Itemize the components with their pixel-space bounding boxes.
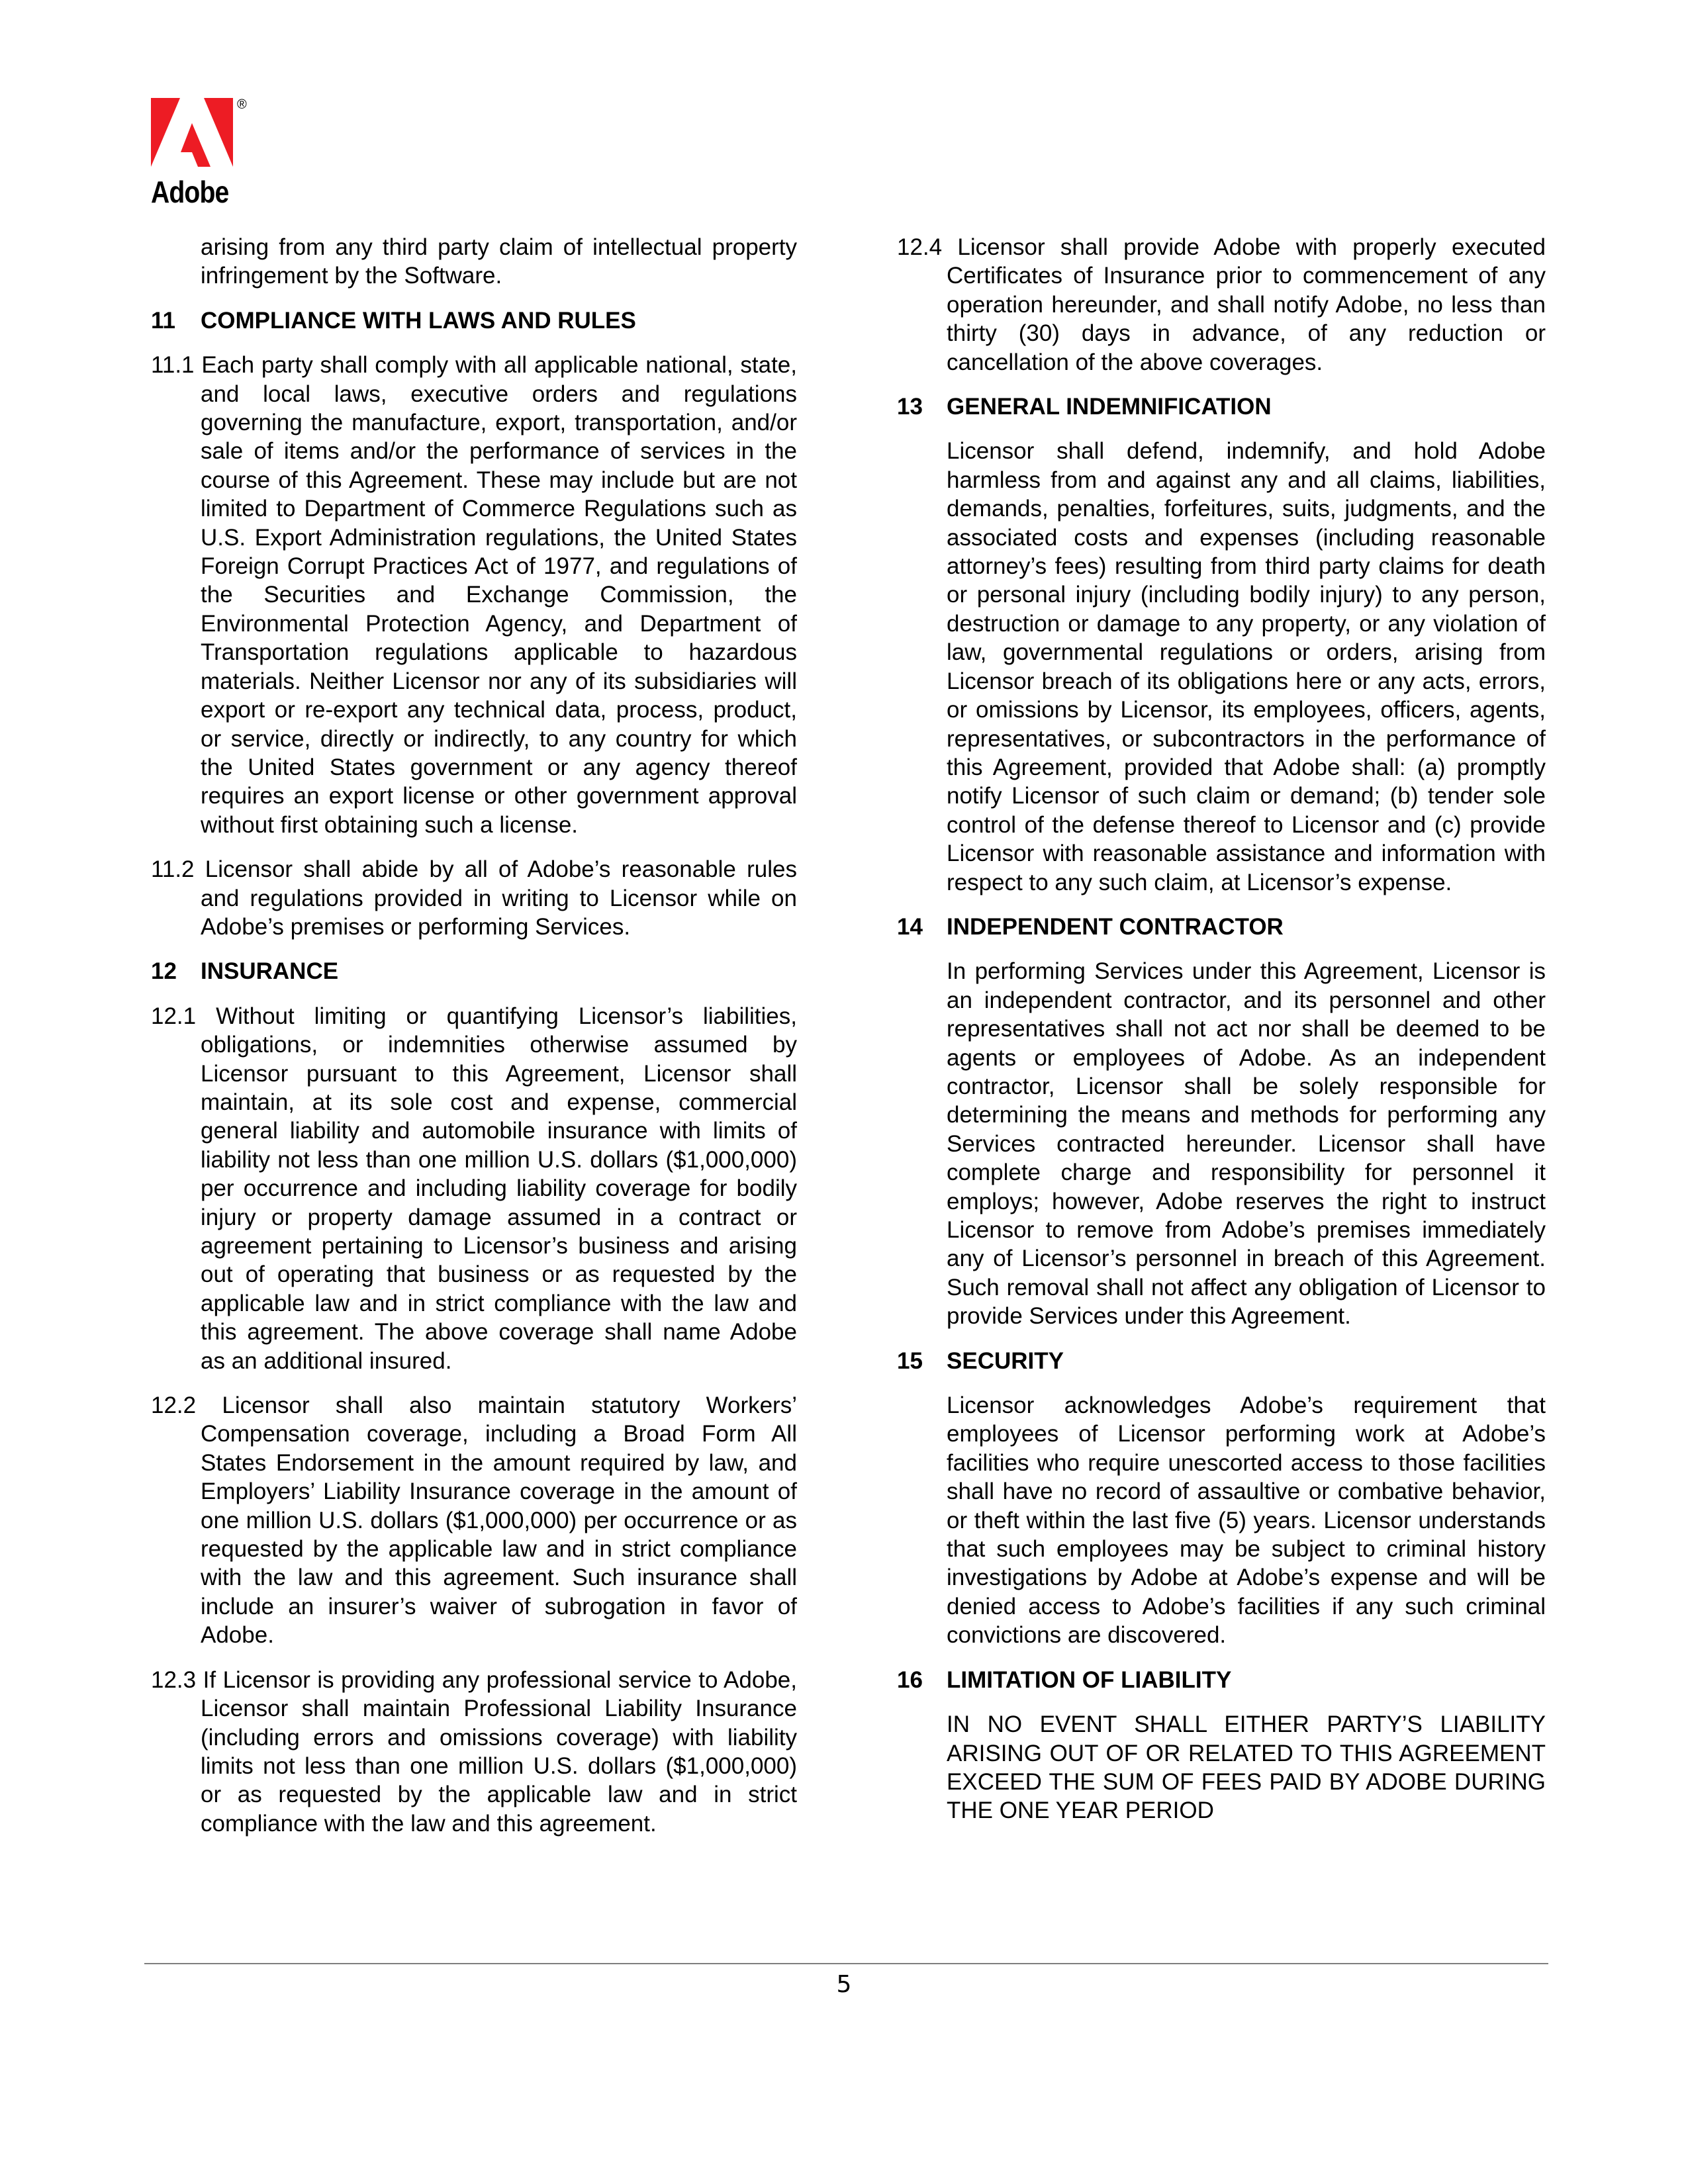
section-13-heading bbox=[897, 392, 1546, 421]
section-15-body: Licensor acknowledges Adobe’s requirement that employees of Licensor performing work at Adobe’s facilities who require unescorted access to those facilities shall have no record of assaultive or combative behavior, or theft within the last five (5) years. Licensor understands that such employees may be subject to criminal history investigations by Adobe at Adobe’s expense and will be denied access to Adobe’s facilities if any such criminal convictions are discovered. bbox=[947, 1392, 1546, 1649]
clause-11-1: 11.1 Each party shall comply with all applicable national, state, and local laws, executive orders and regulations governing the manufacture, export, transportation, and/or sale of items and/or the performance of services in the course of this Agreement. These may include but are not limited to Department of Commerce Regulations such as U.S. Export Administration regulations, the United States Foreign Corrupt Practices Act of 1977, and regulations of the Securities and Exchange Commission, the Environmental Protection Agency, and Department of Transportation regulations applicable to hazardous materials. Neither Licensor nor any of its subsidiaries will export or re-export any technical data, process, product, or service, directly or indirectly, to any country for which the United States government or any agency thereof requires an export license or other government approval without first obtaining such a license. bbox=[151, 352, 797, 838]
section-title: INSURANCE bbox=[201, 958, 339, 985]
section-11-heading bbox=[151, 306, 797, 335]
section-number: 11 bbox=[151, 307, 175, 334]
section-number: 12 bbox=[151, 958, 177, 985]
clause-11-2: 11.2 Licensor shall abide by all of Adobe’s reasonable rules and regulations provided in writing to Licensor while on Adobe’s premises or performing Services. bbox=[151, 856, 797, 940]
footer-divider bbox=[144, 1963, 1548, 1964]
section-14-heading bbox=[897, 913, 1546, 941]
section-title: SECURITY bbox=[947, 1347, 1064, 1374]
section-16-body: IN NO EVENT SHALL EITHER PARTY’S LIABILITY ARISING OUT OF OR RELATED TO THIS AGREEMENT EXCEED THE SUM OF FEES PAID BY ADOBE DURING THE ONE YEAR PERIOD bbox=[947, 1711, 1546, 1824]
intro-paragraph: arising from any third party claim of intellectual property infringement by the Software. bbox=[201, 234, 797, 289]
section-number: 15 bbox=[897, 1347, 923, 1374]
clause-12-3: 12.3 If Licensor is providing any professional service to Adobe, Licensor shall maintain Professional Liability Insurance (including errors and omissions coverage) with liability limits not less than one million U.S. dollars ($1,000,000) or as requested by the applicable law and in strict compliance with the law and this agreement. bbox=[151, 1666, 797, 1837]
clause-12-1: 12.1 Without limiting or quantifying Licensor’s liabilities, obligations, or indemnities otherwise assumed by Licensor pursuant to this Agreement, Licensor shall maintain, at its sole cost and expense, commercial general liability and automobile insurance with limits of liability not less than one million U.S. dollars ($1,000,000) per occurrence and including liability coverage for bodily injury or property damage assumed in a contract or agreement pertaining to Licensor’s business and arising out of operating that business or as requested by the applicable law and in strict compliance with the law and this agreement. The above coverage shall name Adobe as an additional insured. bbox=[151, 1003, 797, 1374]
section-16-heading bbox=[897, 1666, 1546, 1694]
section-number: 14 bbox=[897, 913, 923, 940]
page-number: 5 bbox=[836, 1971, 852, 1998]
section-14-body: In performing Services under this Agreement, Licensor is an independent contractor, and its personnel and other representatives shall not act nor shall be deemed to be agents or employees of Adobe. As an independent contractor, Licensor shall be solely responsible for determining the means and methods for performing any Services contracted hereunder. Licensor shall have complete charge and responsibility for personnel it employs; however, Adobe reserves the right to instruct Licensor to remove from Adobe’s premises immediately any of Licensor’s personnel in breach of this Agreement. Such removal shall not affect any obligation of Licensor to provide Services under this Agreement. bbox=[947, 958, 1546, 1330]
section-15-heading bbox=[897, 1347, 1546, 1375]
section-number: 13 bbox=[897, 394, 923, 420]
section-title: COMPLIANCE WITH LAWS AND RULES bbox=[201, 307, 636, 334]
section-title: INDEPENDENT CONTRACTOR bbox=[947, 913, 1284, 940]
adobe-logo bbox=[151, 98, 257, 210]
section-13-body: Licensor shall defend, indemnify, and hold Adobe harmless from and against any and all claims, liabilities, demands, penalties, forfeitures, suits, judgments, and the associated costs and expenses (including reasonable attorney’s fees) resulting from third party claims for death or personal injury (including bodily injury) to any person, destruction or damage to any property, or any violation of law, governmental regulations or orders, arising from Licensor breach of its obligations here or any acts, errors, or omissions by Licensor, its employees, officers, agents, representatives, or subcontractors in the performance of this Agreement, provided that Adobe shall: (a) promptly notify Licensor of such claim or demand; (b) tender sole control of the defense thereof to Licensor and (c) provide Licensor with reasonable assistance and information with respect to any such claim, at Licensor’s expense. bbox=[947, 438, 1546, 895]
left-column bbox=[151, 233, 797, 1854]
right-column bbox=[897, 233, 1546, 1841]
clause-12-4: 12.4 Licensor shall provide Adobe with properly executed Certificates of Insurance prior to commencement of any operation hereunder, and shall notify Adobe, no less than thirty (30) days in advance, of any reduction or cancellation of the above coverages. bbox=[897, 234, 1546, 375]
clause-12-2: 12.2 Licensor shall also maintain statutory Workers’ Compensation coverage, including a Broad Form All States Endorsement in the amount required by law, and Employers’ Liability Insurance coverage in the amount of one million U.S. dollars ($1,000,000) per occurrence or as requested by the applicable law and in strict compliance with the law and this agreement. Such insurance shall include an insurer’s waiver of subrogation in favor of Adobe. bbox=[151, 1392, 797, 1649]
adobe-logo-icon bbox=[151, 98, 233, 167]
section-title: LIMITATION OF LIABILITY bbox=[947, 1666, 1232, 1693]
section-title: GENERAL INDEMNIFICATION bbox=[947, 394, 1272, 420]
adobe-wordmark: Adobe bbox=[151, 175, 229, 209]
section-12-heading bbox=[151, 957, 797, 985]
registered-mark: ® bbox=[237, 97, 247, 112]
section-number: 16 bbox=[897, 1666, 923, 1693]
